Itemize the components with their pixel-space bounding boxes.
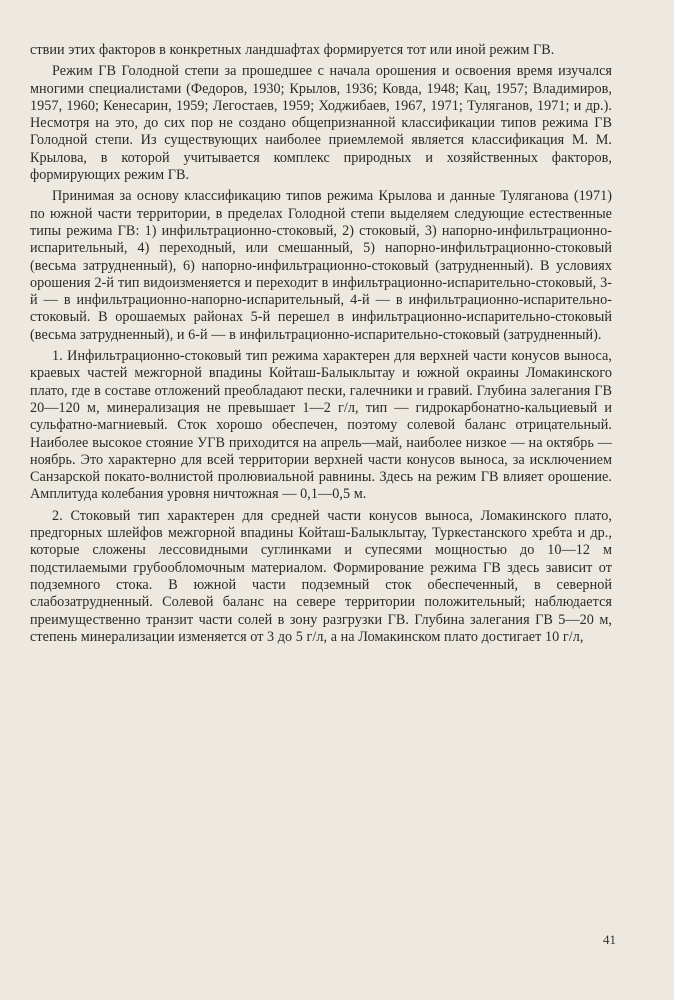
paragraph-classification: Принимая за основу классификацию типов режима Крылова и данные Туляганова (1971) по южной части территории, в пределах Голодной степи выделяем следующие естественные типы режима ГВ: 1) инфильтрационно-стоковый, 2) стоковый, 3) напорно-инфильтрационно-испарительный, 4) переходный, или смешанный, 5) напорно-инфильтрационно-стоковый (весьма затрудненный), 6) напорно-инфильтрационно-стоковый (затрудненный). В условиях орошения 2-й тип видоизменяется и переходит в инфильтрационно-испарительно-стоковый, 3-й — в инфильтрационно-напорно-испарительный, 4-й — в инфильтрационно-испарительно-стоковый. В орошаемых районах 5-й перешел в инфильтрационно-испарительно-стоковый (весьма затрудненный), и 6-й — в инфильтрационно-испарительно-стоковый (затрудненный).	[30, 188, 612, 343]
page-number: 41	[603, 932, 616, 947]
paragraph-continuation: ствии этих факторов в конкретных ландшафтах формируется тот или иной режим ГВ.	[30, 42, 555, 58]
paragraph-type-2: 2. Стоковый тип характерен для средней части конусов выноса, Ломакинского плато, предгорных шлейфов межгорной впадины Койташ-Балыклытау, Туркестанского хребта и др., которые сложены лессовидными суглинками и супесями мощностью до 10—12 м подстилаемыми грубообломочным материалом. Формирование режима ГВ здесь зависит от подземного стока. В южной части подземный сток обеспеченный, в северной слабозатрудненный. Солевой баланс на севере территории положительный; наблюдается преимущественно транзит части солей в зону разгрузки ГВ. Глубина залегания ГВ 5—20 м, степень минерализации изменяется от 3 до 5 г/л, а на Ломакинском плато достигает 10 г/л,	[30, 507, 612, 645]
body-text	[30, 42, 612, 646]
paragraph-type-1: 1. Инфильтрационно-стоковый тип режима характерен для верхней части конусов выноса, краевых частей межгорной впадины Койташ-Балыклытау и южной окраины Ломакинского плато, где в составе отложений преобладают пески, галечники и гравий. Глубина залегания ГВ 20—120 м, минерализация не превышает 1—2 г/л, тип — гидрокарбонатно-кальциевый и сульфатно-магниевый. Сток хорошо обеспечен, поэтому солевой баланс отрицательный. Наиболее высокое стояние УГВ приходится на апрель—май, наиболее низкое — на октябрь — ноябрь. Это характерно для всей территории верхней части конусов выноса, за исключением Санзарской покато-волнистой пролювиальной равнины. Здесь на режим ГВ влияет орошение. Амплитуда колебания уровня ничтожная — 0,1—0,5 м.	[30, 348, 612, 503]
paragraph-regime-study: Режим ГВ Голодной степи за прошедшее с начала орошения и освоения время изучался многими специалистами (Федоров, 1930; Крылов, 1936; Ковда, 1948; Кац, 1957; Владимиров, 1957, 1960; Кенесарин, 1959; Легостаев, 1959; Ходжибаев, 1967, 1971; Туляганов, 1971; и др.). Несмотря на это, до сих пор не создано общепризнанной классификации типов режима ГВ Голодной степи. Из существующих наиболее приемлемой является классификация М. М. Крылова, в которой учитывается комплекс природных и хозяйственных факторов, формирующих режим ГВ.	[30, 63, 612, 184]
